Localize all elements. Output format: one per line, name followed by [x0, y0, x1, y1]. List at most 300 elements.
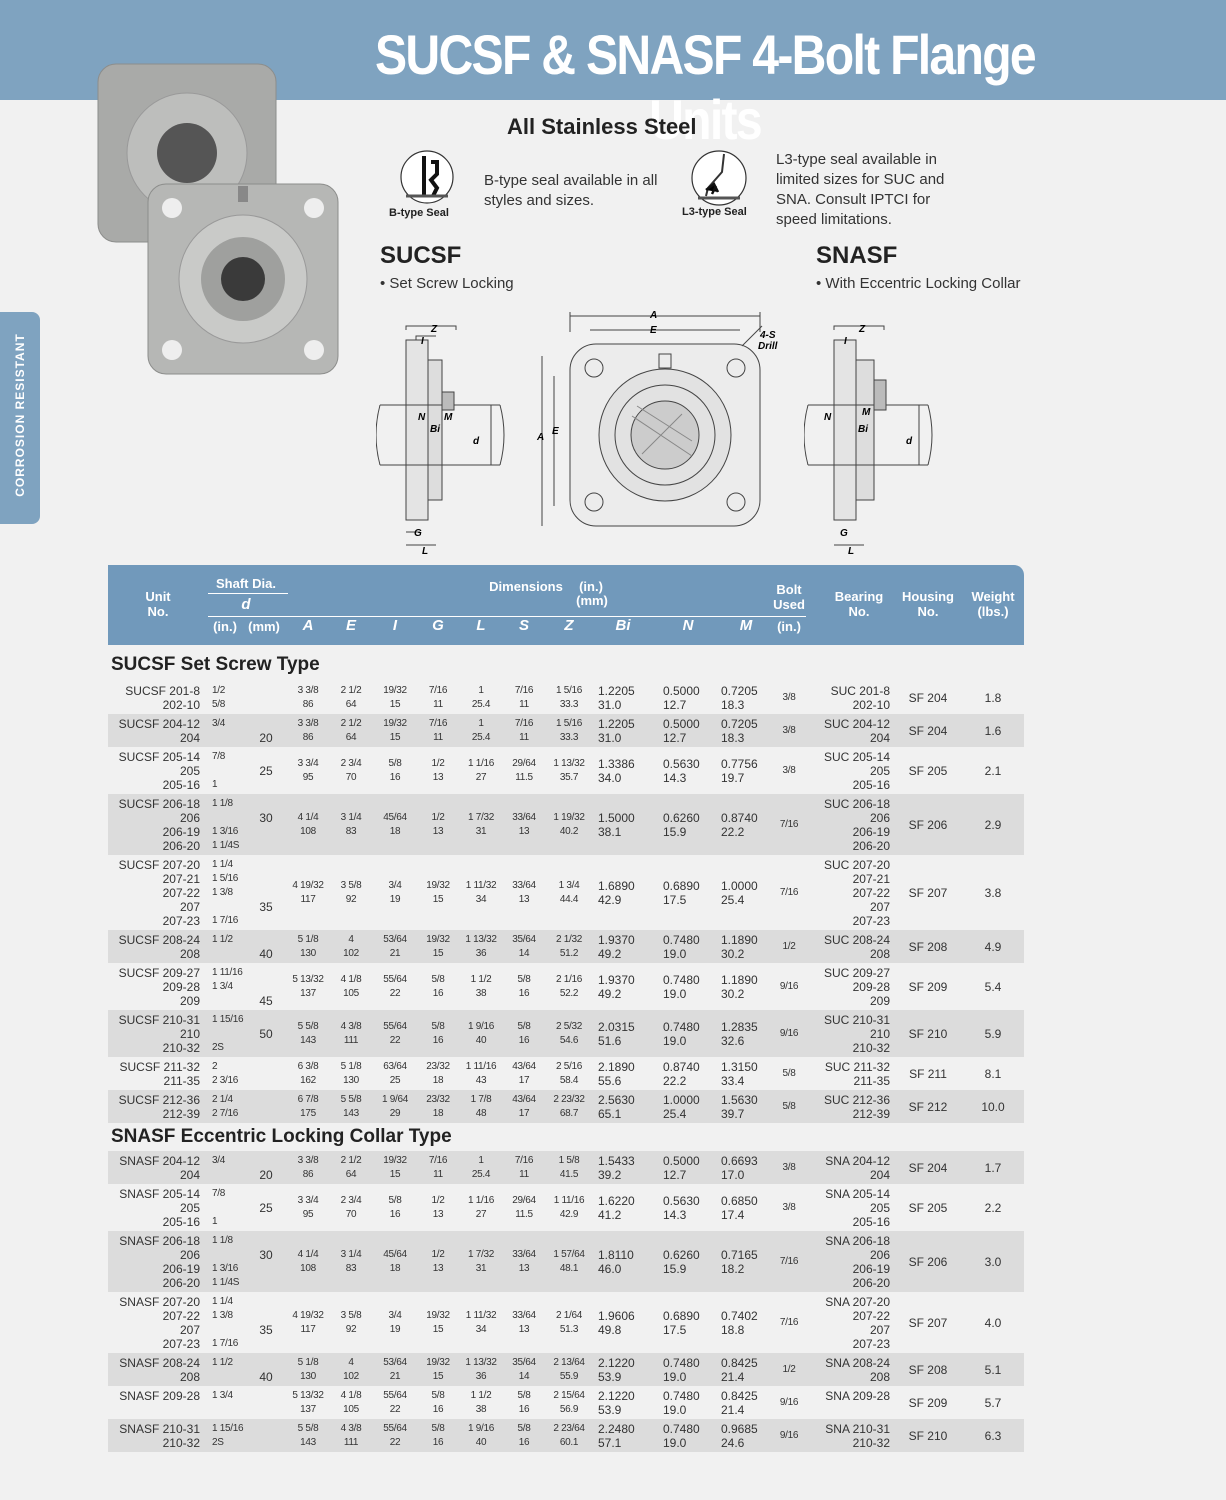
dim-l [461, 1184, 501, 1231]
cell-line: SF 207 [908, 885, 948, 900]
cell-line: SNASF 206-18 [119, 1234, 200, 1248]
dim-g [418, 794, 458, 855]
cell-line: 35 [259, 1323, 273, 1337]
cell-line: 2.1220 [598, 1355, 635, 1370]
dim-z [548, 1386, 590, 1419]
cell-line: 1.0000 [663, 1092, 700, 1107]
cell-line: 27 [475, 771, 487, 783]
dim-z [548, 1292, 590, 1353]
cell-line: SNA 205-14 [825, 1187, 890, 1201]
dim-label-a-top: A [650, 310, 658, 321]
shaft-in [212, 963, 252, 1010]
cell-line: 30.2 [721, 986, 745, 1001]
cell-line: SF 205 [908, 1200, 948, 1215]
table-row [108, 1010, 1024, 1057]
cell-line: 53.9 [598, 1402, 622, 1417]
cell-line: 20 [259, 731, 273, 745]
housing-no [900, 1090, 956, 1123]
col-unit-no [128, 589, 188, 619]
dim-a [288, 1386, 328, 1419]
cell-line: 19/32 [383, 1154, 407, 1166]
cell-line: 1 1/2 [470, 1389, 492, 1401]
shaft-mm [254, 1353, 278, 1386]
cell-line: 33.3 [559, 731, 579, 743]
bolt-used [772, 1090, 806, 1123]
cell-line: 1 3/4 [558, 879, 580, 891]
cell-line: 25.4 [471, 731, 491, 743]
cell-line: 19.7 [721, 770, 745, 785]
dim-label-i: I [421, 336, 424, 347]
dim-label-i: I [844, 336, 847, 347]
dim-n [663, 1184, 713, 1231]
cell-line: 1/2 [431, 757, 445, 769]
dim-l [461, 1231, 501, 1292]
cell-line: SUC 212-36 [823, 1093, 890, 1107]
cell-line: 1 9/16 [467, 1020, 494, 1032]
dim-m [721, 1419, 771, 1452]
cell-line: 3/4 [388, 879, 402, 891]
dim-g [418, 1090, 458, 1123]
cell-line: 39.2 [598, 1167, 622, 1182]
dim-s [504, 1386, 544, 1419]
shaft-mm [254, 855, 278, 930]
dim-label-e-top: E [650, 325, 657, 336]
cell-line: 7/16 [779, 818, 799, 830]
cell-line: 31 [475, 1262, 487, 1274]
cell-line: 5 13/32 [292, 973, 324, 985]
cell-line: 16 [389, 1208, 401, 1220]
cell-line: 1 7/16 [212, 1338, 239, 1349]
cell-line: SUC 208-24 [823, 933, 890, 947]
dim-z [548, 747, 590, 794]
dim-n [663, 1090, 713, 1123]
cell-line: 95 [302, 1208, 314, 1220]
cell-line: 38 [475, 987, 487, 999]
cell-line: 3.8 [984, 885, 1002, 900]
dim-bi [598, 1386, 648, 1419]
cell-line: 3/8 [782, 724, 796, 736]
dim-i [375, 714, 415, 747]
cell-line: 15 [432, 1370, 444, 1382]
cell-line: 206 [869, 1248, 890, 1262]
cell-line: 4.0 [984, 1315, 1002, 1330]
dim-s [504, 1419, 544, 1452]
cell-line: 206-20 [852, 1276, 890, 1290]
dim-s [504, 963, 544, 1010]
shaft-in [212, 930, 252, 963]
cell-line: 7/16 [514, 717, 534, 729]
cell-line: 95 [302, 771, 314, 783]
cell-line: 33/64 [512, 1248, 536, 1260]
housing-no [900, 1231, 956, 1292]
cell-line: 1 7/16 [212, 915, 239, 926]
cell-line: 0.7756 [721, 756, 758, 771]
cell-line: 40 [475, 1436, 487, 1448]
table-row [108, 1292, 1024, 1353]
dim-e [331, 681, 371, 714]
cell-line: 16 [432, 1403, 444, 1415]
cell-line: 12.7 [663, 730, 687, 745]
cell-line: 29/64 [512, 1194, 536, 1206]
cell-line: 209 [179, 994, 200, 1008]
table-row [108, 930, 1024, 963]
cell-line: 55.6 [598, 1073, 622, 1088]
cell-line: 25 [259, 764, 273, 778]
dim-label-drill: 4-S [760, 330, 776, 341]
bearing-no [818, 1386, 890, 1419]
dim-g [418, 1292, 458, 1353]
weight [970, 714, 1016, 747]
cell-line: 0.5000 [663, 683, 700, 698]
cell-line: 1 [478, 1154, 484, 1166]
cell-line: 3/8 [782, 1201, 796, 1213]
cell-line: 19/32 [426, 1356, 450, 1368]
cell-line: 0.6260 [663, 1247, 700, 1262]
bearing-no [818, 930, 890, 963]
header-rule [208, 593, 288, 594]
dim-label-g: G [840, 528, 848, 539]
dim-z [548, 1353, 590, 1386]
bearing-no [818, 1353, 890, 1386]
table-row [108, 1353, 1024, 1386]
cell-line: 25.4 [721, 892, 745, 907]
dim-i [375, 855, 415, 930]
cell-line: 18.2 [721, 1261, 745, 1276]
dim-e [331, 1419, 371, 1452]
dim-e [331, 714, 371, 747]
cell-line: 17 [518, 1107, 530, 1119]
weight [970, 855, 1016, 930]
cell-line: 2 23/64 [553, 1422, 585, 1434]
dim-bi [598, 681, 648, 714]
cell-line: 18.8 [721, 1322, 745, 1337]
cell-line: 60.1 [559, 1436, 579, 1448]
dim-l [461, 1151, 501, 1184]
cell-line: 27 [475, 1208, 487, 1220]
cell-line: 207-23 [162, 914, 200, 928]
cell-line: 1 15/16 [212, 1014, 244, 1025]
dim-e [331, 1151, 371, 1184]
bolt-used [772, 1184, 806, 1231]
cell-line: 43/64 [512, 1060, 536, 1072]
cell-line: 17.4 [721, 1207, 745, 1222]
text-line: limited sizes for SUC and [776, 171, 945, 188]
cell-line: 7/16 [428, 684, 448, 696]
cell-line: 1.9370 [598, 932, 635, 947]
shaft-in [212, 855, 252, 930]
header-line: Bolt [776, 582, 802, 597]
cell-line: 7/16 [428, 1154, 448, 1166]
dim-e [331, 855, 371, 930]
cell-line: 34 [475, 1323, 487, 1335]
cell-line: 5 5/8 [297, 1020, 319, 1032]
cell-line: 143 [300, 1436, 316, 1448]
sucsf-side-view-diagram [376, 320, 506, 560]
cell-line: SF 207 [908, 1315, 948, 1330]
cell-line: 34 [475, 893, 487, 905]
cell-line: 11 [519, 1168, 529, 1180]
dim-l [461, 747, 501, 794]
cell-line: 45/64 [383, 811, 407, 823]
cell-line: 4 19/32 [292, 1309, 324, 1321]
cell-line: 15 [389, 1168, 401, 1180]
dim-z [548, 681, 590, 714]
dim-e [331, 1231, 371, 1292]
dim-z [548, 714, 590, 747]
cell-line: 207-23 [852, 914, 890, 928]
weight [970, 1010, 1016, 1057]
dim-i [375, 794, 415, 855]
cell-line: SF 211 [909, 1066, 947, 1081]
dim-e [331, 1057, 371, 1090]
cell-line: 55/64 [383, 1389, 407, 1401]
dim-i [375, 930, 415, 963]
cell-line: 1 [478, 717, 484, 729]
dim-m [721, 1184, 771, 1231]
cell-line: 38 [475, 1403, 487, 1415]
cell-line: 0.7480 [663, 972, 700, 987]
cell-line: 1 7/32 [467, 811, 494, 823]
cell-line: 1 7/8 [470, 1093, 492, 1105]
col-dim-a: A [302, 617, 314, 634]
cell-line: 5/8 [431, 1020, 445, 1032]
col-dim-l: L [476, 617, 486, 634]
cell-line: SF 212 [908, 1099, 948, 1114]
bolt-used [772, 714, 806, 747]
cell-line: 54.6 [559, 1034, 579, 1046]
cell-line: 5/8 [431, 1422, 445, 1434]
cell-line: 7/8 [212, 1188, 226, 1199]
shaft-in [212, 1184, 252, 1231]
cell-line: 210 [179, 1027, 200, 1041]
dim-g [418, 1386, 458, 1419]
cell-line: 1 13/32 [465, 1356, 497, 1368]
cell-line: 11 [519, 698, 529, 710]
cell-line: 1.6890 [598, 878, 635, 893]
cell-line: 0.7480 [663, 1388, 700, 1403]
weight [970, 747, 1016, 794]
dim-g [418, 1010, 458, 1057]
dim-n [663, 1419, 713, 1452]
cell-line: SNA 207-20 [825, 1295, 890, 1309]
col-dimensions: Dimensions [489, 579, 563, 594]
dim-a [288, 1292, 328, 1353]
cell-line: 0.7480 [663, 1421, 700, 1436]
bearing-no [818, 963, 890, 1010]
cell-line: 16 [432, 1034, 444, 1046]
cell-line: 5 1/8 [297, 1356, 319, 1368]
cell-line: 2.2480 [598, 1421, 635, 1436]
dim-n [663, 794, 713, 855]
cell-line: 35/64 [512, 933, 536, 945]
cell-line: 7/16 [514, 1154, 534, 1166]
cell-line: 1 5/16 [555, 717, 582, 729]
unit-no [110, 1184, 200, 1231]
cell-line: 4 1/4 [297, 1248, 319, 1260]
cell-line: 19.0 [663, 1435, 687, 1450]
cell-line: 205 [179, 764, 200, 778]
table-header [108, 565, 1024, 645]
cell-line: 0.7205 [721, 683, 758, 698]
dim-a [288, 1057, 328, 1090]
cell-line: 16 [518, 987, 530, 999]
cell-line: 1 19/32 [553, 811, 585, 823]
cell-line: 102 [343, 1370, 359, 1382]
dim-label-z: Z [859, 324, 866, 335]
cell-line: 16 [518, 1034, 530, 1046]
bearing-no [818, 1010, 890, 1057]
cell-line: 1 13/32 [553, 757, 585, 769]
shaft-mm [254, 794, 278, 855]
cell-line: 5/8 [388, 757, 402, 769]
unit-no [110, 1151, 200, 1184]
dim-bi [598, 1184, 648, 1231]
shaft-mm [254, 1010, 278, 1057]
bearing-no [818, 1151, 890, 1184]
cell-line: 208 [869, 1370, 890, 1384]
cell-line: 22 [389, 1436, 401, 1448]
cell-line: 0.7480 [663, 1355, 700, 1370]
cell-line: SUCSF 208-24 [118, 933, 200, 947]
dim-i [375, 1419, 415, 1452]
dim-n [663, 1353, 713, 1386]
table-row [108, 1231, 1024, 1292]
shaft-mm [254, 1292, 278, 1353]
housing-no [900, 714, 956, 747]
cell-line: 3.0 [984, 1254, 1002, 1269]
cell-line: 207 [179, 1323, 200, 1337]
dim-label-l: L [848, 546, 855, 557]
cell-line: 3 3/4 [297, 757, 319, 769]
dim-n [663, 747, 713, 794]
cell-line: 207-22 [162, 886, 200, 900]
bearing-no [818, 855, 890, 930]
cell-line: 1 3/4 [212, 1390, 233, 1401]
cell-line: 19/32 [383, 684, 407, 696]
cell-line: 86 [302, 731, 314, 743]
dim-l [461, 1386, 501, 1419]
dim-g [418, 963, 458, 1010]
dim-i [375, 1231, 415, 1292]
dim-i [375, 1010, 415, 1057]
cell-line: 92 [345, 893, 357, 905]
cell-line: 15 [432, 893, 444, 905]
dim-z [548, 1231, 590, 1292]
cell-line: 111 [343, 1436, 359, 1448]
cell-line: 25.4 [471, 698, 491, 710]
bolt-used [772, 1419, 806, 1452]
cell-line: 2 3/4 [340, 757, 362, 769]
cell-line: 205 [179, 1201, 200, 1215]
l3-type-seal-text [776, 150, 944, 230]
dim-n [663, 1231, 713, 1292]
cell-line: 68.7 [559, 1107, 579, 1119]
dim-l [461, 794, 501, 855]
dim-s [504, 794, 544, 855]
cell-line: 4 1/8 [340, 1389, 362, 1401]
cell-line: 7/16 [428, 717, 448, 729]
cell-line: 2 1/4 [212, 1094, 233, 1105]
dim-m [721, 855, 771, 930]
dim-m [721, 1057, 771, 1090]
col-dim-bi: Bi [615, 617, 631, 634]
bolt-used [772, 1010, 806, 1057]
cell-line: 18 [389, 1262, 401, 1274]
cell-line: SUCSF 210-31 [118, 1013, 200, 1027]
shaft-in [212, 681, 252, 714]
cell-line: 209 [869, 994, 890, 1008]
cell-line: 6 7/8 [297, 1093, 319, 1105]
bearing-no [818, 747, 890, 794]
bolt-used [772, 963, 806, 1010]
cell-line: 5 1/8 [340, 1060, 362, 1072]
cell-line: 9/16 [779, 1396, 799, 1408]
cell-line: 41.5 [559, 1168, 579, 1180]
cell-line: SNASF 208-24 [119, 1356, 200, 1370]
header-line: No. [848, 604, 870, 619]
cell-line: 2 5/16 [555, 1060, 582, 1072]
cell-line: 0.6890 [663, 878, 700, 893]
cell-line: 1 [212, 779, 218, 790]
cell-line: 4 19/32 [292, 879, 324, 891]
header-line: Housing [902, 589, 954, 604]
cell-line: 13 [432, 825, 444, 837]
dim-l [461, 855, 501, 930]
dim-s [504, 1231, 544, 1292]
cell-line: 1/2 [431, 1248, 445, 1260]
dim-l [461, 963, 501, 1010]
dim-e [331, 1090, 371, 1123]
cell-line: 2.1890 [598, 1059, 635, 1074]
bearing-no [818, 681, 890, 714]
dim-z [548, 1419, 590, 1452]
cell-line: 204 [179, 1168, 200, 1182]
cell-line: 206-19 [162, 1262, 200, 1276]
snasf-description: • With Eccentric Locking Collar [816, 275, 1021, 292]
cell-line: 40 [259, 947, 273, 961]
cell-line: 2S [212, 1437, 224, 1448]
dim-l [461, 1419, 501, 1452]
col-mm: (mm) [248, 619, 280, 634]
cell-line: SF 204 [908, 690, 948, 705]
section-title-snasf: SNASF Eccentric Locking Collar Type [111, 1126, 452, 1147]
weight [970, 930, 1016, 963]
dim-e [331, 1292, 371, 1353]
cell-line: 23/32 [426, 1060, 450, 1072]
cell-line: 4 [348, 933, 354, 945]
shaft-mm [254, 1057, 278, 1090]
dim-bi [598, 1353, 648, 1386]
cell-line: 45/64 [383, 1248, 407, 1260]
dim-a [288, 1010, 328, 1057]
table-row [108, 1090, 1024, 1123]
dim-s [504, 714, 544, 747]
cell-line: 19/32 [426, 1309, 450, 1321]
dim-z [548, 963, 590, 1010]
cell-line: 29 [389, 1107, 401, 1119]
cell-line: 25 [389, 1074, 401, 1086]
dim-n [663, 1151, 713, 1184]
cell-line: 19.0 [663, 1402, 687, 1417]
cell-line: 43 [475, 1074, 487, 1086]
bolt-used [772, 1151, 806, 1184]
bearing-no [818, 714, 890, 747]
cell-line: 205-16 [162, 1215, 200, 1229]
dim-i [375, 1184, 415, 1231]
cell-line: 1 1/2 [470, 973, 492, 985]
cell-line: 7/16 [779, 1316, 799, 1328]
cell-line: 30 [259, 1248, 273, 1262]
